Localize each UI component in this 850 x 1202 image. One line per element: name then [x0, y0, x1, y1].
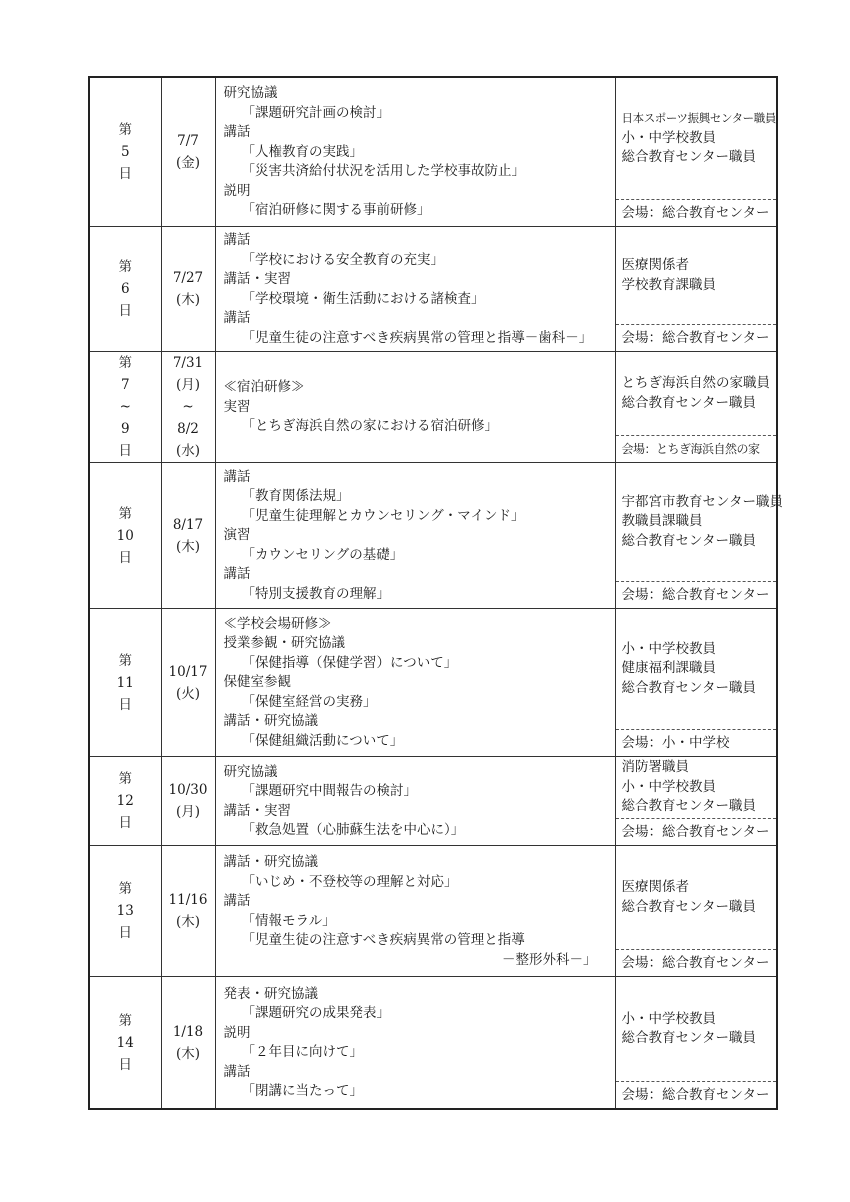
session-row — [89, 846, 777, 977]
session-type: 講話・実習 — [223, 802, 291, 819]
lecturer-cell — [615, 609, 777, 757]
session-type: 講話 — [223, 468, 251, 485]
content-list — [216, 984, 615, 1102]
content-cell — [215, 609, 615, 757]
day-label — [117, 768, 134, 834]
day-label — [117, 1010, 134, 1076]
session-title: 「２年目に向けて」 — [241, 1044, 363, 1060]
lecturer-name: 日本スポーツ振興センター職員 — [621, 111, 776, 126]
date-cell — [161, 757, 215, 846]
lecturer-name: とちぎ海浜自然の家職員 — [621, 375, 770, 391]
session-type: 発表・研究協議 — [223, 985, 318, 1002]
lecturer-cell — [615, 227, 777, 352]
lecturer-cell — [615, 757, 777, 846]
date-part: (金) — [175, 155, 201, 171]
session-title: 「情報モラル」 — [241, 912, 336, 929]
session-title: 「特別支援教育の理解」 — [241, 585, 390, 602]
session-title: 「いじめ・不登校等の理解と対応」 — [241, 873, 458, 890]
date-part: (月) — [175, 377, 201, 393]
day-label — [117, 878, 134, 944]
session-type: 講話 — [223, 310, 251, 326]
date-label — [169, 889, 208, 933]
content-cell — [215, 757, 615, 846]
session-row — [89, 227, 777, 352]
session-type: 講話 — [223, 1063, 251, 1080]
lecturer-box — [616, 352, 777, 462]
lecturer-name: 総合教育センター職員 — [621, 798, 756, 815]
day-label — [117, 503, 134, 569]
day-cell — [89, 463, 161, 609]
day-char: 12 — [116, 793, 134, 809]
day-char: 第 — [118, 652, 132, 669]
session-type: 説明 — [223, 1024, 251, 1041]
session-title: 「保健室経営の実務」 — [241, 693, 377, 710]
session-title: －整形外科－」 — [502, 951, 597, 968]
lecturer-name: 教職員課職員 — [621, 513, 703, 530]
session-title: 「救急処置（心肺蘇生法を中心に）」 — [241, 822, 465, 838]
content-cell — [215, 977, 615, 1110]
content-list — [216, 83, 615, 221]
day-char: 第 — [118, 505, 132, 522]
content-cell — [215, 77, 615, 227]
session-title: 「課題研究中間報告の検討」 — [241, 783, 417, 799]
content-list — [216, 614, 615, 752]
session-row — [89, 77, 777, 227]
lecturer-list — [616, 757, 777, 818]
day-char: 日 — [118, 696, 132, 713]
session-type: 説明 — [223, 182, 251, 199]
lecturer-list — [616, 609, 777, 729]
session-title: 「教育関係法規」 — [241, 488, 350, 505]
day-char: 日 — [118, 303, 132, 319]
session-title: 「宿泊研修に関する事前研修」 — [241, 202, 431, 219]
day-char: 14 — [116, 1034, 134, 1051]
date-part: 7/27 — [172, 270, 204, 286]
lecturer-list — [616, 977, 777, 1081]
session-title: 「課題研究計画の検討」 — [241, 104, 390, 121]
day-char: 第 — [118, 355, 132, 371]
content-list — [216, 762, 615, 841]
date-label — [173, 352, 203, 462]
date-label — [169, 661, 208, 705]
lecturer-name: 小・中学校教員 — [621, 129, 716, 146]
session-row — [89, 352, 777, 463]
content-cell — [215, 227, 615, 352]
date-part: (木) — [175, 914, 201, 930]
day-cell — [89, 846, 161, 977]
session-title: 「児童生徒理解とカウンセリング・マインド」 — [241, 507, 525, 524]
date-part: (木) — [175, 538, 201, 555]
lecturer-name: 健康福利課職員 — [621, 660, 716, 677]
lecturer-cell — [615, 352, 777, 463]
date-part: (木) — [175, 292, 201, 308]
day-char: 日 — [118, 815, 132, 831]
session-type: 講話・研究協議 — [223, 713, 318, 730]
lecturer-box — [616, 463, 783, 608]
lecturer-name: 医療関係者 — [621, 257, 689, 273]
day-char: 第 — [118, 1012, 132, 1029]
content-list — [216, 852, 615, 970]
lecturer-list — [616, 78, 777, 199]
date-part: (火) — [175, 685, 201, 702]
session-title: 「閉講に当たって」 — [241, 1083, 363, 1099]
session-row — [89, 977, 777, 1110]
date-part: (木) — [175, 1045, 201, 1062]
lecturer-cell — [615, 463, 783, 609]
session-row — [89, 757, 777, 846]
venue-label: 会場：総合教育センター — [616, 324, 777, 351]
day-label — [119, 119, 133, 185]
content-list — [216, 467, 615, 605]
lecturer-name: 総合教育センター職員 — [621, 532, 756, 549]
session-type: 実習 — [223, 398, 251, 415]
day-cell — [89, 227, 161, 352]
session-type: 講話 — [223, 124, 251, 141]
lecturer-name: 小・中学校教員 — [621, 778, 716, 795]
training-schedule-table — [88, 76, 783, 1110]
session-type: 講話 — [223, 566, 251, 583]
date-part: 8/2 — [177, 421, 199, 437]
date-label — [173, 514, 203, 558]
date-label — [173, 1021, 203, 1065]
day-char: 13 — [116, 903, 134, 919]
day-char: 9 — [120, 421, 130, 437]
session-title: 「カウンセリングの基礎」 — [241, 546, 404, 563]
date-cell — [161, 977, 215, 1110]
day-char: 5 — [120, 144, 130, 160]
day-char: 日 — [118, 925, 132, 941]
day-char: 日 — [118, 166, 132, 182]
date-part: 10/17 — [168, 663, 208, 680]
lecturer-box — [616, 757, 777, 845]
date-part: ~ — [182, 399, 194, 415]
date-label — [169, 779, 208, 823]
session-title: 「保健組織活動について」 — [241, 732, 404, 749]
lecturer-name: 総合教育センター職員 — [621, 149, 756, 166]
date-part: (水) — [175, 443, 201, 459]
session-title: 「課題研究の成果発表」 — [241, 1005, 390, 1021]
lecturer-name: 宇都宮市教育センター職員 — [621, 493, 783, 510]
lecturer-cell — [615, 846, 777, 977]
lecturer-name: 総合教育センター職員 — [621, 679, 756, 696]
lecturer-list — [616, 352, 777, 435]
lecturer-cell — [615, 77, 777, 227]
date-part: 1/18 — [172, 1023, 204, 1040]
date-part: 11/16 — [168, 892, 208, 908]
venue-label: 会場：総合教育センター — [616, 818, 777, 845]
date-cell — [161, 463, 215, 609]
lecturer-name: 小・中学校教員 — [621, 640, 716, 657]
session-title: 「とちぎ海浜自然の家における宿泊研修」 — [241, 418, 498, 435]
lecturer-list — [616, 227, 777, 324]
session-type: 講話・研究協議 — [223, 854, 318, 870]
session-type: 授業参観・研究協議 — [223, 635, 345, 652]
date-cell — [161, 352, 215, 463]
day-char: 日 — [118, 443, 132, 459]
content-cell — [215, 463, 615, 609]
session-title: 「保健指導（保健学習）について」 — [241, 654, 458, 671]
lecturer-list — [616, 846, 777, 949]
session-row — [89, 609, 777, 757]
day-char: 第 — [118, 881, 132, 897]
day-char: 第 — [118, 122, 132, 138]
day-char: ~ — [119, 399, 131, 415]
date-cell — [161, 846, 215, 977]
session-title: 「学校環境・衛生活動における諸検査」 — [241, 290, 485, 307]
date-cell — [161, 227, 215, 352]
content-list — [216, 377, 615, 437]
date-part: 8/17 — [172, 516, 204, 533]
session-row — [89, 463, 777, 609]
date-part: 7/7 — [177, 133, 199, 149]
day-char: 11 — [116, 674, 134, 691]
date-part: (月) — [175, 804, 201, 820]
lecturer-name: 学校教育課職員 — [621, 276, 716, 293]
content-cell — [215, 846, 615, 977]
day-char: 第 — [118, 771, 132, 787]
day-cell — [89, 77, 161, 227]
session-type: 保健室参観 — [223, 674, 291, 691]
session-type: 講話 — [223, 893, 251, 909]
lecturer-box — [616, 78, 777, 226]
venue-label: 会場：とちぎ海浜自然の家 — [616, 435, 777, 462]
venue-label: 会場：総合教育センター — [616, 949, 777, 976]
venue-label: 会場：総合教育センター — [616, 581, 777, 608]
session-type: 演習 — [223, 527, 251, 544]
session-type: 研究協議 — [223, 85, 278, 102]
lecturer-box — [616, 227, 777, 351]
session-title: 「災害共済給付状況を活用した学校事故防止」 — [241, 163, 525, 180]
lecturer-name: 総合教育センター職員 — [621, 394, 756, 411]
session-type: 講話・実習 — [223, 271, 291, 287]
lecturer-box — [616, 977, 777, 1108]
date-part: 7/31 — [172, 355, 204, 371]
lecturer-name: 総合教育センター職員 — [621, 898, 756, 915]
session-title: 「学校における安全教育の充実」 — [241, 251, 444, 268]
lecturer-name: 小・中学校教員 — [621, 1010, 716, 1027]
schedule-body — [89, 77, 783, 1109]
date-cell — [161, 77, 215, 227]
date-cell — [161, 609, 215, 757]
venue-label: 会場：総合教育センター — [616, 199, 777, 226]
day-char: 6 — [120, 281, 130, 297]
date-label — [176, 130, 200, 174]
venue-label: 会場：小・中学校 — [616, 729, 777, 756]
date-label — [173, 267, 203, 311]
lecturer-box — [616, 846, 777, 976]
content-cell — [215, 352, 615, 463]
day-char: 日 — [118, 1056, 132, 1073]
day-label — [119, 256, 133, 322]
day-cell — [89, 977, 161, 1110]
venue-label: 会場：総合教育センター — [616, 1081, 777, 1108]
day-cell — [89, 757, 161, 846]
lecturer-box — [616, 609, 777, 756]
day-label — [119, 352, 133, 462]
session-title: 「人権教育の実践」 — [241, 143, 363, 160]
lecturer-name: 消防署職員 — [621, 759, 689, 776]
session-type: ≪学校会場研修≫ — [223, 615, 332, 632]
session-title: 「児童生徒の注意すべき疾病異常の管理と指導－歯科－」 — [241, 329, 593, 346]
day-cell — [89, 609, 161, 757]
day-label — [117, 650, 134, 716]
lecturer-list — [616, 463, 783, 581]
day-char: 第 — [118, 259, 132, 275]
session-type: ≪宿泊研修≫ — [223, 379, 305, 396]
lecturer-name: 医療関係者 — [621, 879, 689, 895]
content-list — [216, 230, 615, 348]
lecturer-name: 総合教育センター職員 — [621, 1030, 756, 1046]
day-cell — [89, 352, 161, 463]
day-char: 日 — [118, 549, 132, 566]
day-char: 10 — [116, 527, 134, 544]
session-title: 「児童生徒の注意すべき疾病異常の管理と指導 — [241, 932, 525, 948]
session-type: 研究協議 — [223, 763, 278, 780]
lecturer-cell — [615, 977, 777, 1110]
day-char: 7 — [120, 377, 130, 393]
date-part: 10/30 — [168, 782, 208, 798]
session-type: 講話 — [223, 232, 251, 248]
